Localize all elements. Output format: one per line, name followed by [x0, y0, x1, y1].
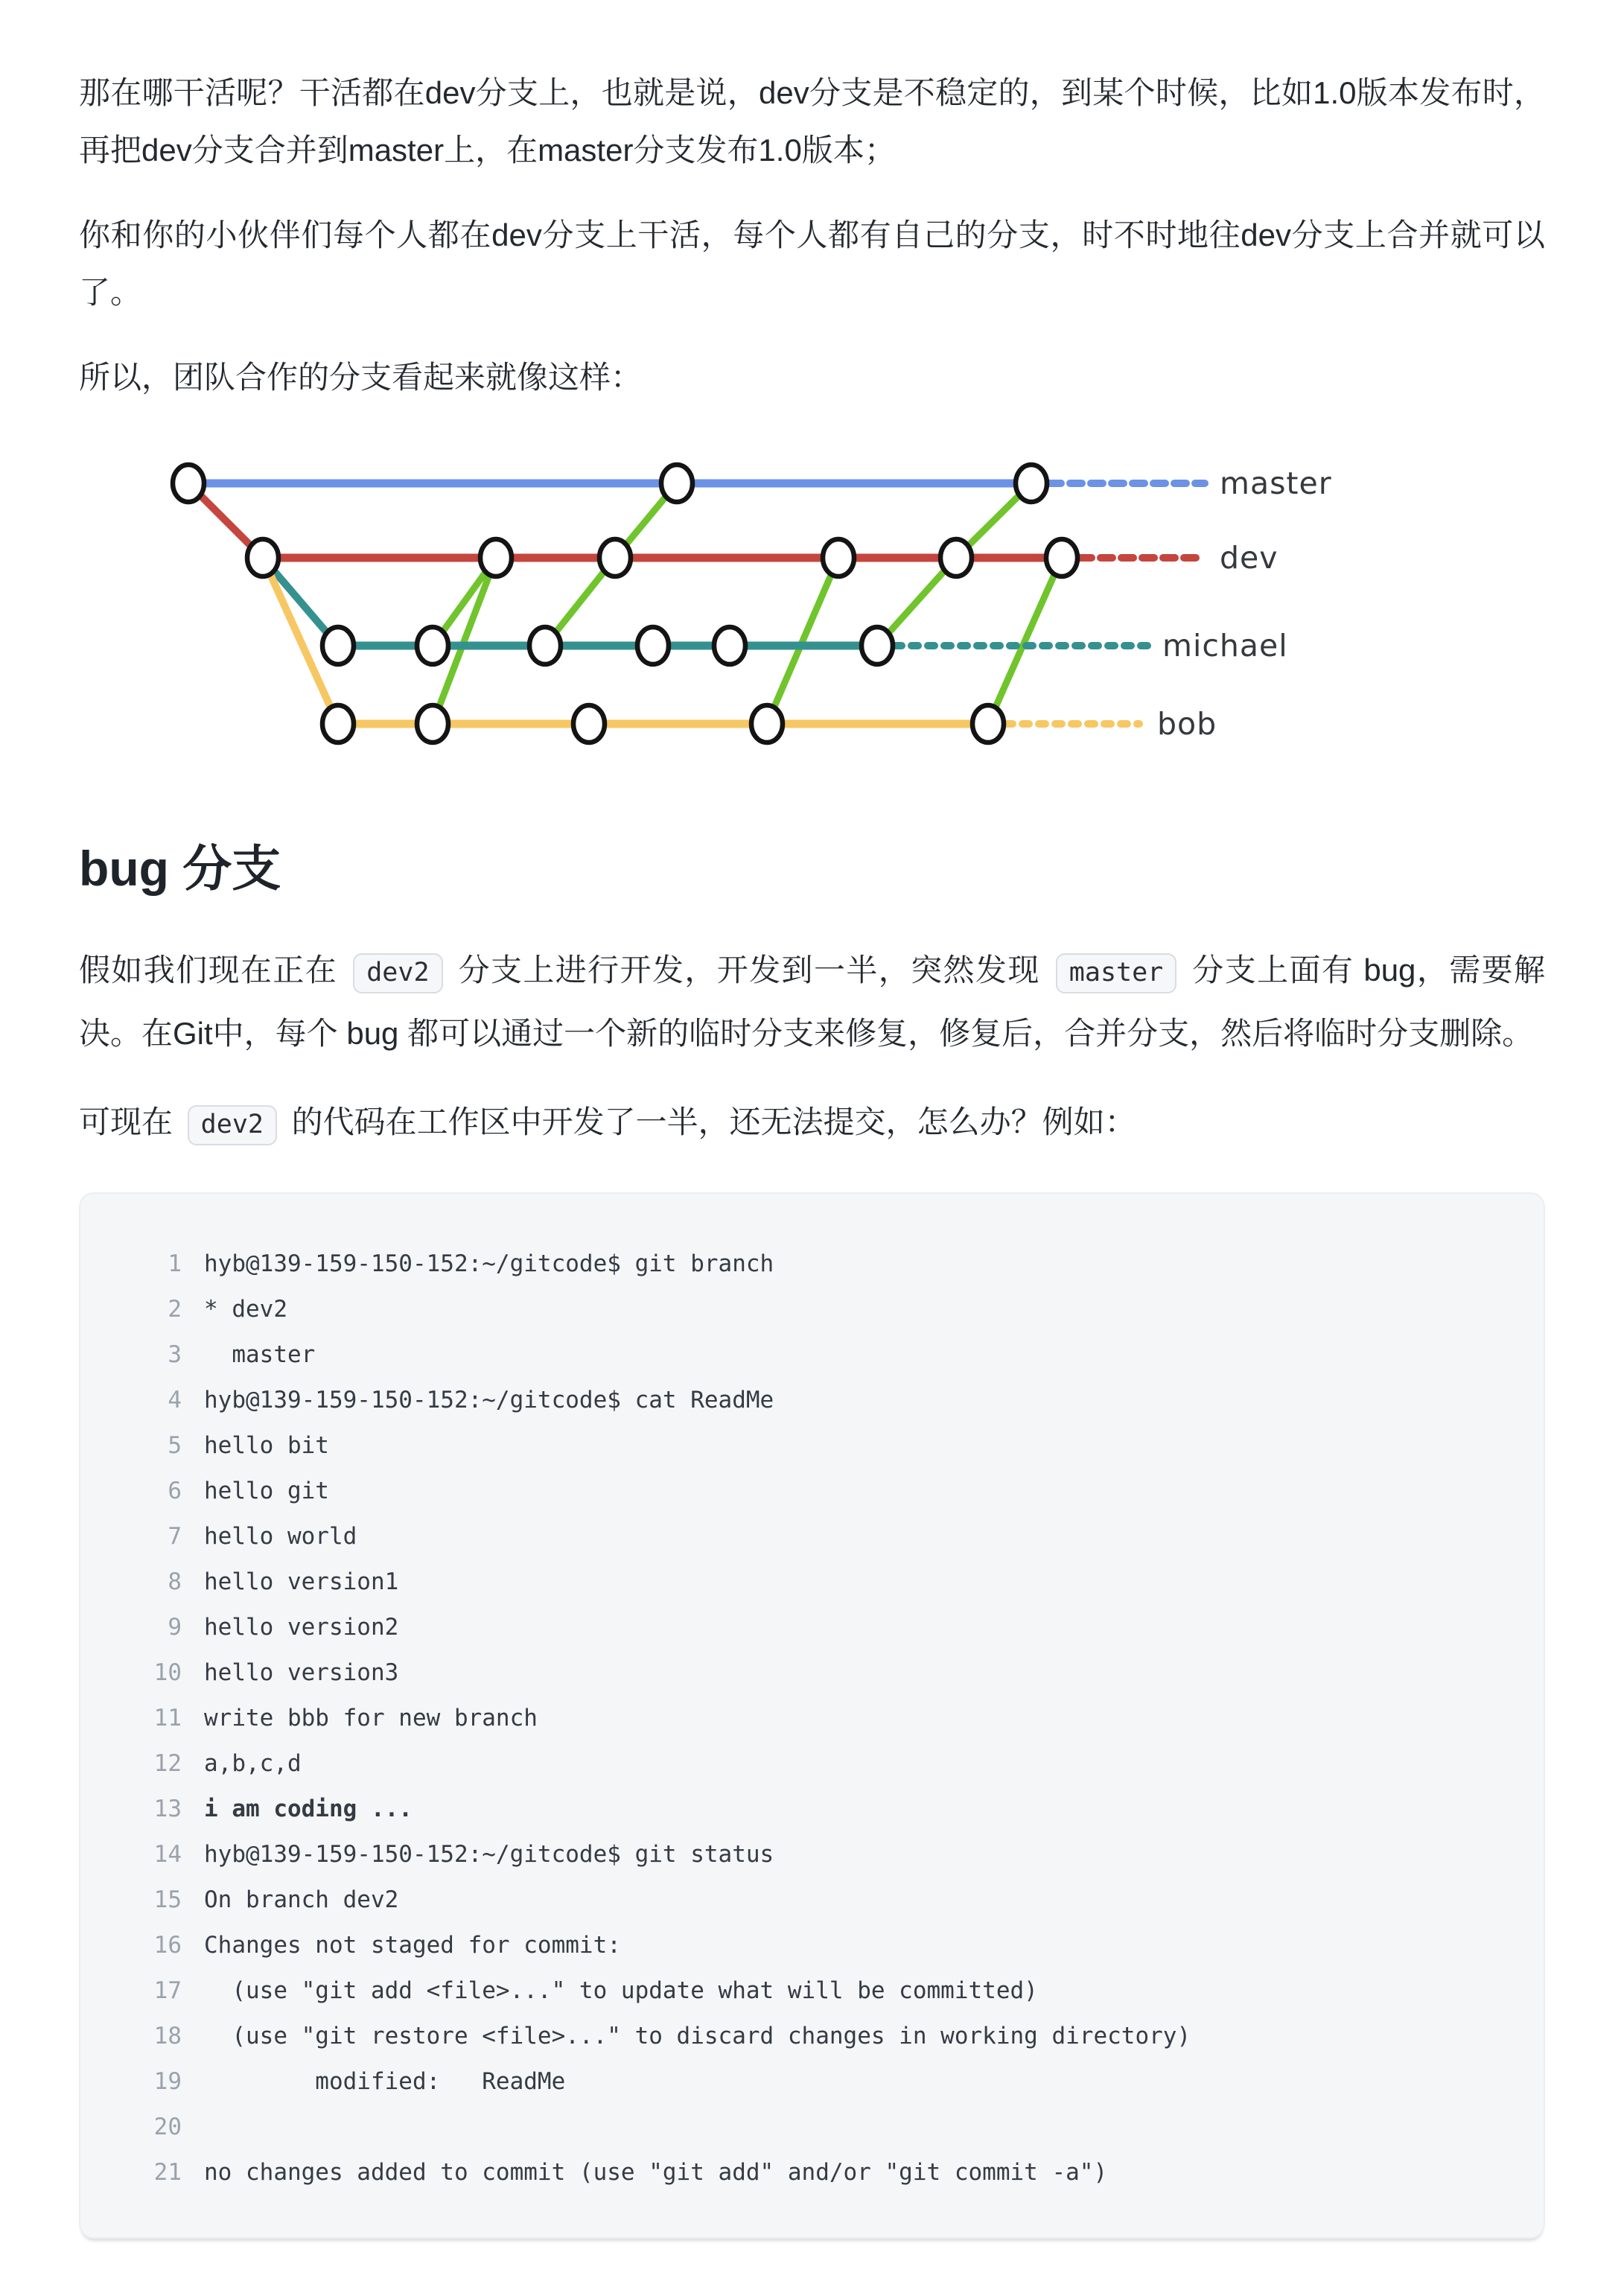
code-text: modified: ReadMe	[204, 2068, 566, 2095]
code-text: * dev2	[204, 1296, 287, 1323]
branch-diagram-svg	[79, 433, 1389, 786]
code-text: write bbb for new branch	[204, 1705, 538, 1731]
commit-node	[823, 539, 854, 576]
section-heading: bug 分支	[79, 841, 281, 896]
code-text: (use "git add <file>..." to update what will be committed)	[204, 1977, 1038, 2004]
line-number: 12	[153, 1750, 182, 1777]
code-text: hello bit	[204, 1432, 329, 1459]
code-line	[107, 1287, 1514, 1332]
code-text: master	[204, 1341, 316, 1368]
commit-node	[173, 465, 204, 502]
commit-node	[751, 705, 783, 742]
inline-code: master	[1056, 953, 1176, 993]
code-line	[107, 2150, 1514, 2195]
code-text: hello world	[204, 1523, 357, 1550]
commit-node	[480, 539, 512, 576]
branch-label-bob: bob	[1157, 706, 1217, 742]
paragraph-1: 那在哪干活呢？干活都在dev分支上，也就是说，dev分支是不稳定的，到某个时候，比如1.0版本发布时，再把dev分支合并到master上，在master分支发布1.0版本；	[79, 75, 1545, 168]
code-text: On branch dev2	[204, 1886, 399, 1913]
line-number: 3	[168, 1341, 182, 1368]
commit-node	[714, 627, 745, 664]
commit-node	[247, 539, 278, 576]
code-line	[107, 1696, 1514, 1741]
line-number: 15	[153, 1886, 182, 1913]
code-text: i am coding ...	[204, 1796, 413, 1822]
code-line	[107, 1741, 1514, 1787]
code-text: hyb@139-159-150-152:~/gitcode$ git status	[204, 1841, 774, 1868]
branch-label-michael: michael	[1162, 628, 1288, 664]
commit-node	[972, 705, 1004, 742]
code-line	[107, 1968, 1514, 2014]
commit-node	[599, 539, 631, 576]
line-number: 11	[153, 1705, 182, 1731]
code-line	[107, 1514, 1514, 1559]
line-number: 6	[168, 1478, 182, 1504]
paragraph-4: 假如我们现在正在 dev2 分支上进行开发，开发到一半，突然发现 master 分支上面有 bug，需要解决。在Git中，每个 bug 都可以通过一个新的临时分支来修复，修复后，合并分支，然后将临时分支删除。	[79, 953, 1546, 1051]
code-line	[107, 2014, 1514, 2059]
line-number: 14	[153, 1841, 182, 1868]
line-number: 20	[153, 2114, 182, 2140]
paragraph-5: 可现在 dev2 的代码在工作区中开发了一半，还无法提交，怎么办？例如：	[79, 1092, 1545, 1155]
code-block	[79, 1192, 1545, 2239]
line-number: 10	[153, 1659, 182, 1686]
paragraph-2: 你和你的小伙伴们每个人都在dev分支上干活，每个人都有自己的分支，时不时地往dev分支上合并就可以了。	[79, 217, 1545, 310]
branch-label-master: master	[1220, 465, 1332, 501]
merge-edge	[767, 558, 838, 724]
commit-node	[417, 627, 448, 664]
code-line	[107, 1378, 1514, 1423]
code-line	[107, 1877, 1514, 1923]
code-line	[107, 1423, 1514, 1469]
paragraph-3: 所以，团队合作的分支看起来就像这样：	[79, 360, 643, 395]
inline-code: dev2	[353, 953, 442, 993]
line-number: 1	[168, 1250, 182, 1277]
line-number: 17	[153, 1977, 182, 2004]
line-number: 8	[168, 1568, 182, 1595]
line-number: 21	[153, 2159, 182, 2186]
commit-node	[322, 627, 354, 664]
commit-node	[661, 465, 692, 502]
code-text: no changes added to commit (use "git add" and/or "git commit -a")	[204, 2159, 1108, 2186]
code-line	[107, 2105, 1514, 2150]
code-text: hello version3	[204, 1659, 399, 1686]
code-text: hyb@139-159-150-152:~/gitcode$ cat ReadMe	[204, 1387, 774, 1413]
code-line	[107, 1787, 1514, 1832]
line-number: 16	[153, 1932, 182, 1959]
commit-node	[573, 705, 605, 742]
code-text: hyb@139-159-150-152:~/gitcode$ git branch	[204, 1250, 774, 1277]
commit-node	[940, 539, 972, 576]
code-text: hello git	[204, 1478, 329, 1504]
commit-node	[1046, 539, 1077, 576]
line-number: 4	[168, 1387, 182, 1413]
code-line	[107, 1241, 1514, 1287]
code-line	[107, 2059, 1514, 2105]
commit-node	[417, 705, 448, 742]
code-text: hello version1	[204, 1568, 399, 1595]
line-number: 2	[168, 1296, 182, 1323]
line-number: 18	[153, 2023, 182, 2049]
branch-label-dev: dev	[1220, 540, 1278, 576]
commit-node	[322, 705, 354, 742]
line-number: 19	[153, 2068, 182, 2095]
line-number: 7	[168, 1523, 182, 1550]
code-line	[107, 1469, 1514, 1514]
line-number: 9	[168, 1614, 182, 1641]
branch-diagram	[79, 433, 1545, 786]
commit-node	[637, 627, 669, 664]
code-line	[107, 1605, 1514, 1650]
merge-edge	[988, 558, 1062, 724]
line-number: 5	[168, 1432, 182, 1459]
code-line	[107, 1559, 1514, 1605]
code-text: a,b,c,d	[204, 1750, 302, 1777]
code-text: hello version2	[204, 1614, 399, 1641]
commit-node	[529, 627, 561, 664]
code-line	[107, 1650, 1514, 1696]
commit-node	[862, 627, 893, 664]
inline-code: dev2	[188, 1105, 277, 1145]
line-number: 13	[153, 1796, 182, 1822]
code-line	[107, 1923, 1514, 1968]
code-text: (use "git restore <file>..." to discard changes in working directory)	[204, 2023, 1191, 2049]
code-line	[107, 1832, 1514, 1877]
commit-node	[1016, 465, 1047, 502]
code-line	[107, 1332, 1514, 1378]
code-text: Changes not staged for commit:	[204, 1932, 621, 1959]
